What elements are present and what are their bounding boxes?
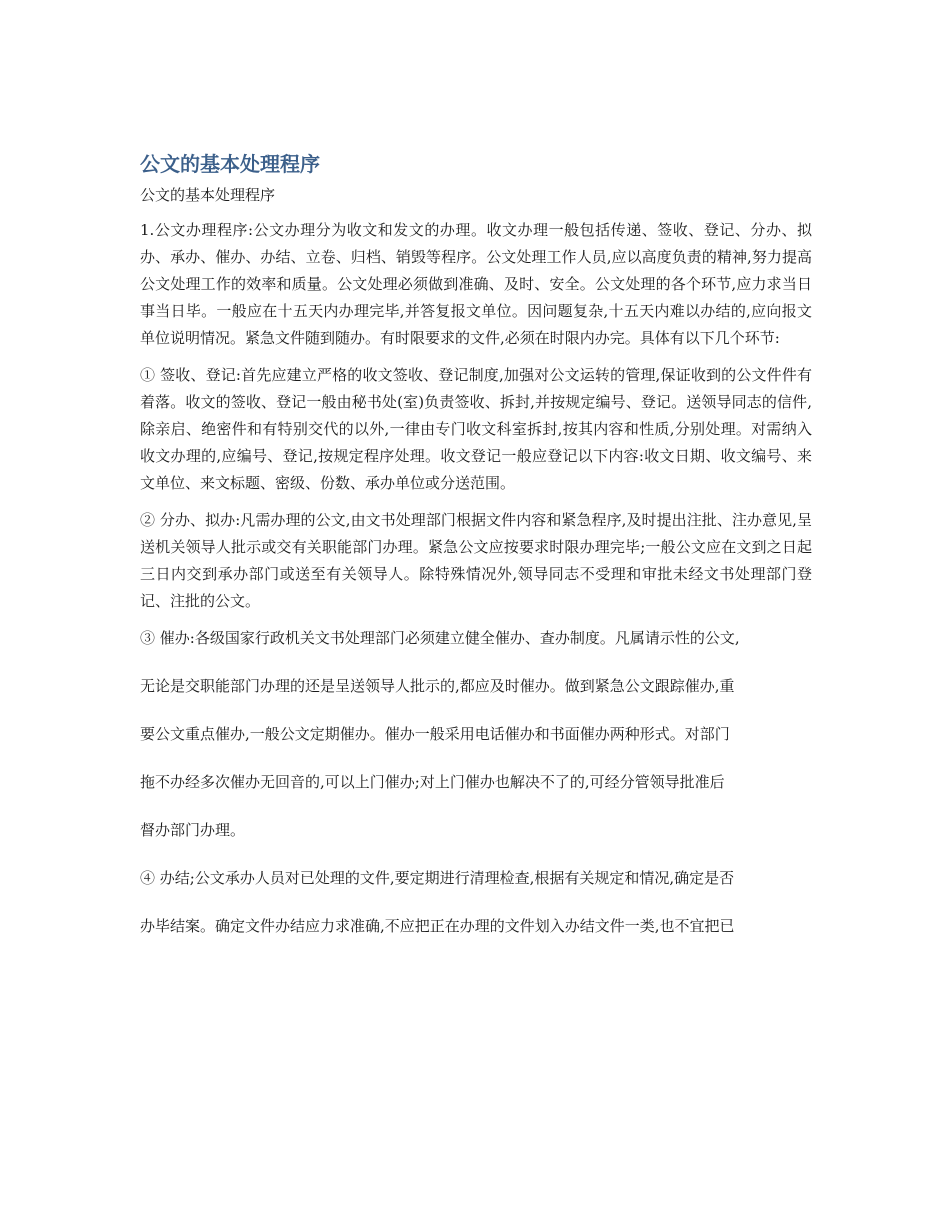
paragraph-urge-5: 督办部门办理。 [140,821,246,839]
document-title: 公文的基本处理程序 [140,152,320,176]
paragraph-conclude-1: ④ 办结;公文承办人员对已处理的文件,要定期进行清理检查,根据有关规定和情况,确定是否 [140,869,735,887]
document-page [140,150,812,950]
paragraph-urge-4: 拖不办经多次催办无回音的,可以上门催办;对上门催办也解决不了的,可经分管领导批准后 [140,773,725,791]
paragraph-urge-1: ③ 催办:各级国家行政机关文书处理部门必须建立健全催办、查办制度。凡属请示性的公文, [140,629,740,647]
paragraph-sign-register: ① 签收、登记:首先应建立严格的收文签收、登记制度,加强对公文运转的管理,保证收到的公文件件有着落。收文的签收、登记一般由秘书处(室)负责签收、拆封,并按规定编号、登记。送领导同志的信件,除亲启、绝密件和有特别交代的以外,一律由专门收文科室拆封,按其内容和性质,分别处理。对需纳入收文办理的,应编号、登记,按规定程序处理。收文登记一般应登记以下内容:收文日期、收文编号、来文单位、来文标题、密级、份数、承办单位或分送范围。 [140,366,812,492]
paragraph-conclude-2: 办毕结案。确定文件办结应力求准确,不应把正在办理的文件划入办结文件一类,也不宜把已 [140,917,735,935]
paragraph-urge-2: 无论是交职能部门办理的还是呈送领导人批示的,都应及时催办。做到紧急公文跟踪催办,重 [140,677,735,695]
paragraph-urge-3: 要公文重点催办,一般公文定期催办。催办一般采用电话催办和书面催办两种形式。对部门 [140,725,730,743]
paragraph-procedure-overview: 1.公文办理程序:公文办理分为收文和发文的办理。收文办理一般包括传递、签收、登记、分办、拟办、承办、催办、办结、立卷、归档、销毁等程序。公文处理工作人员,应以高度负责的精神,努力提高公文处理工作的效率和质量。公文处理必须做到准确、及时、安全。公文处理的各个环节,应力求当日事当日毕。一般应在十五天内办理完毕,并答复报文单位。因问题复杂,十五天内难以办结的,应向报文单位说明情况。紧急文件随到随办。有时限要求的文件,必须在时限内办完。具体有以下几个环节: [140,221,812,347]
document-subtitle: 公文的基本处理程序 [140,186,276,204]
paragraph-distribute: ② 分办、拟办:凡需办理的公文,由文书处理部门根据文件内容和紧急程序,及时提出注批、注办意见,呈送机关领导人批示或交有关职能部门办理。紧急公文应按要求时限办理完毕;一般公文应在文到之日起三日内交到承办部门或送至有关领导人。除特殊情况外,领导同志不受理和审批未经文书处理部门登记、注批的公文。 [140,511,812,610]
